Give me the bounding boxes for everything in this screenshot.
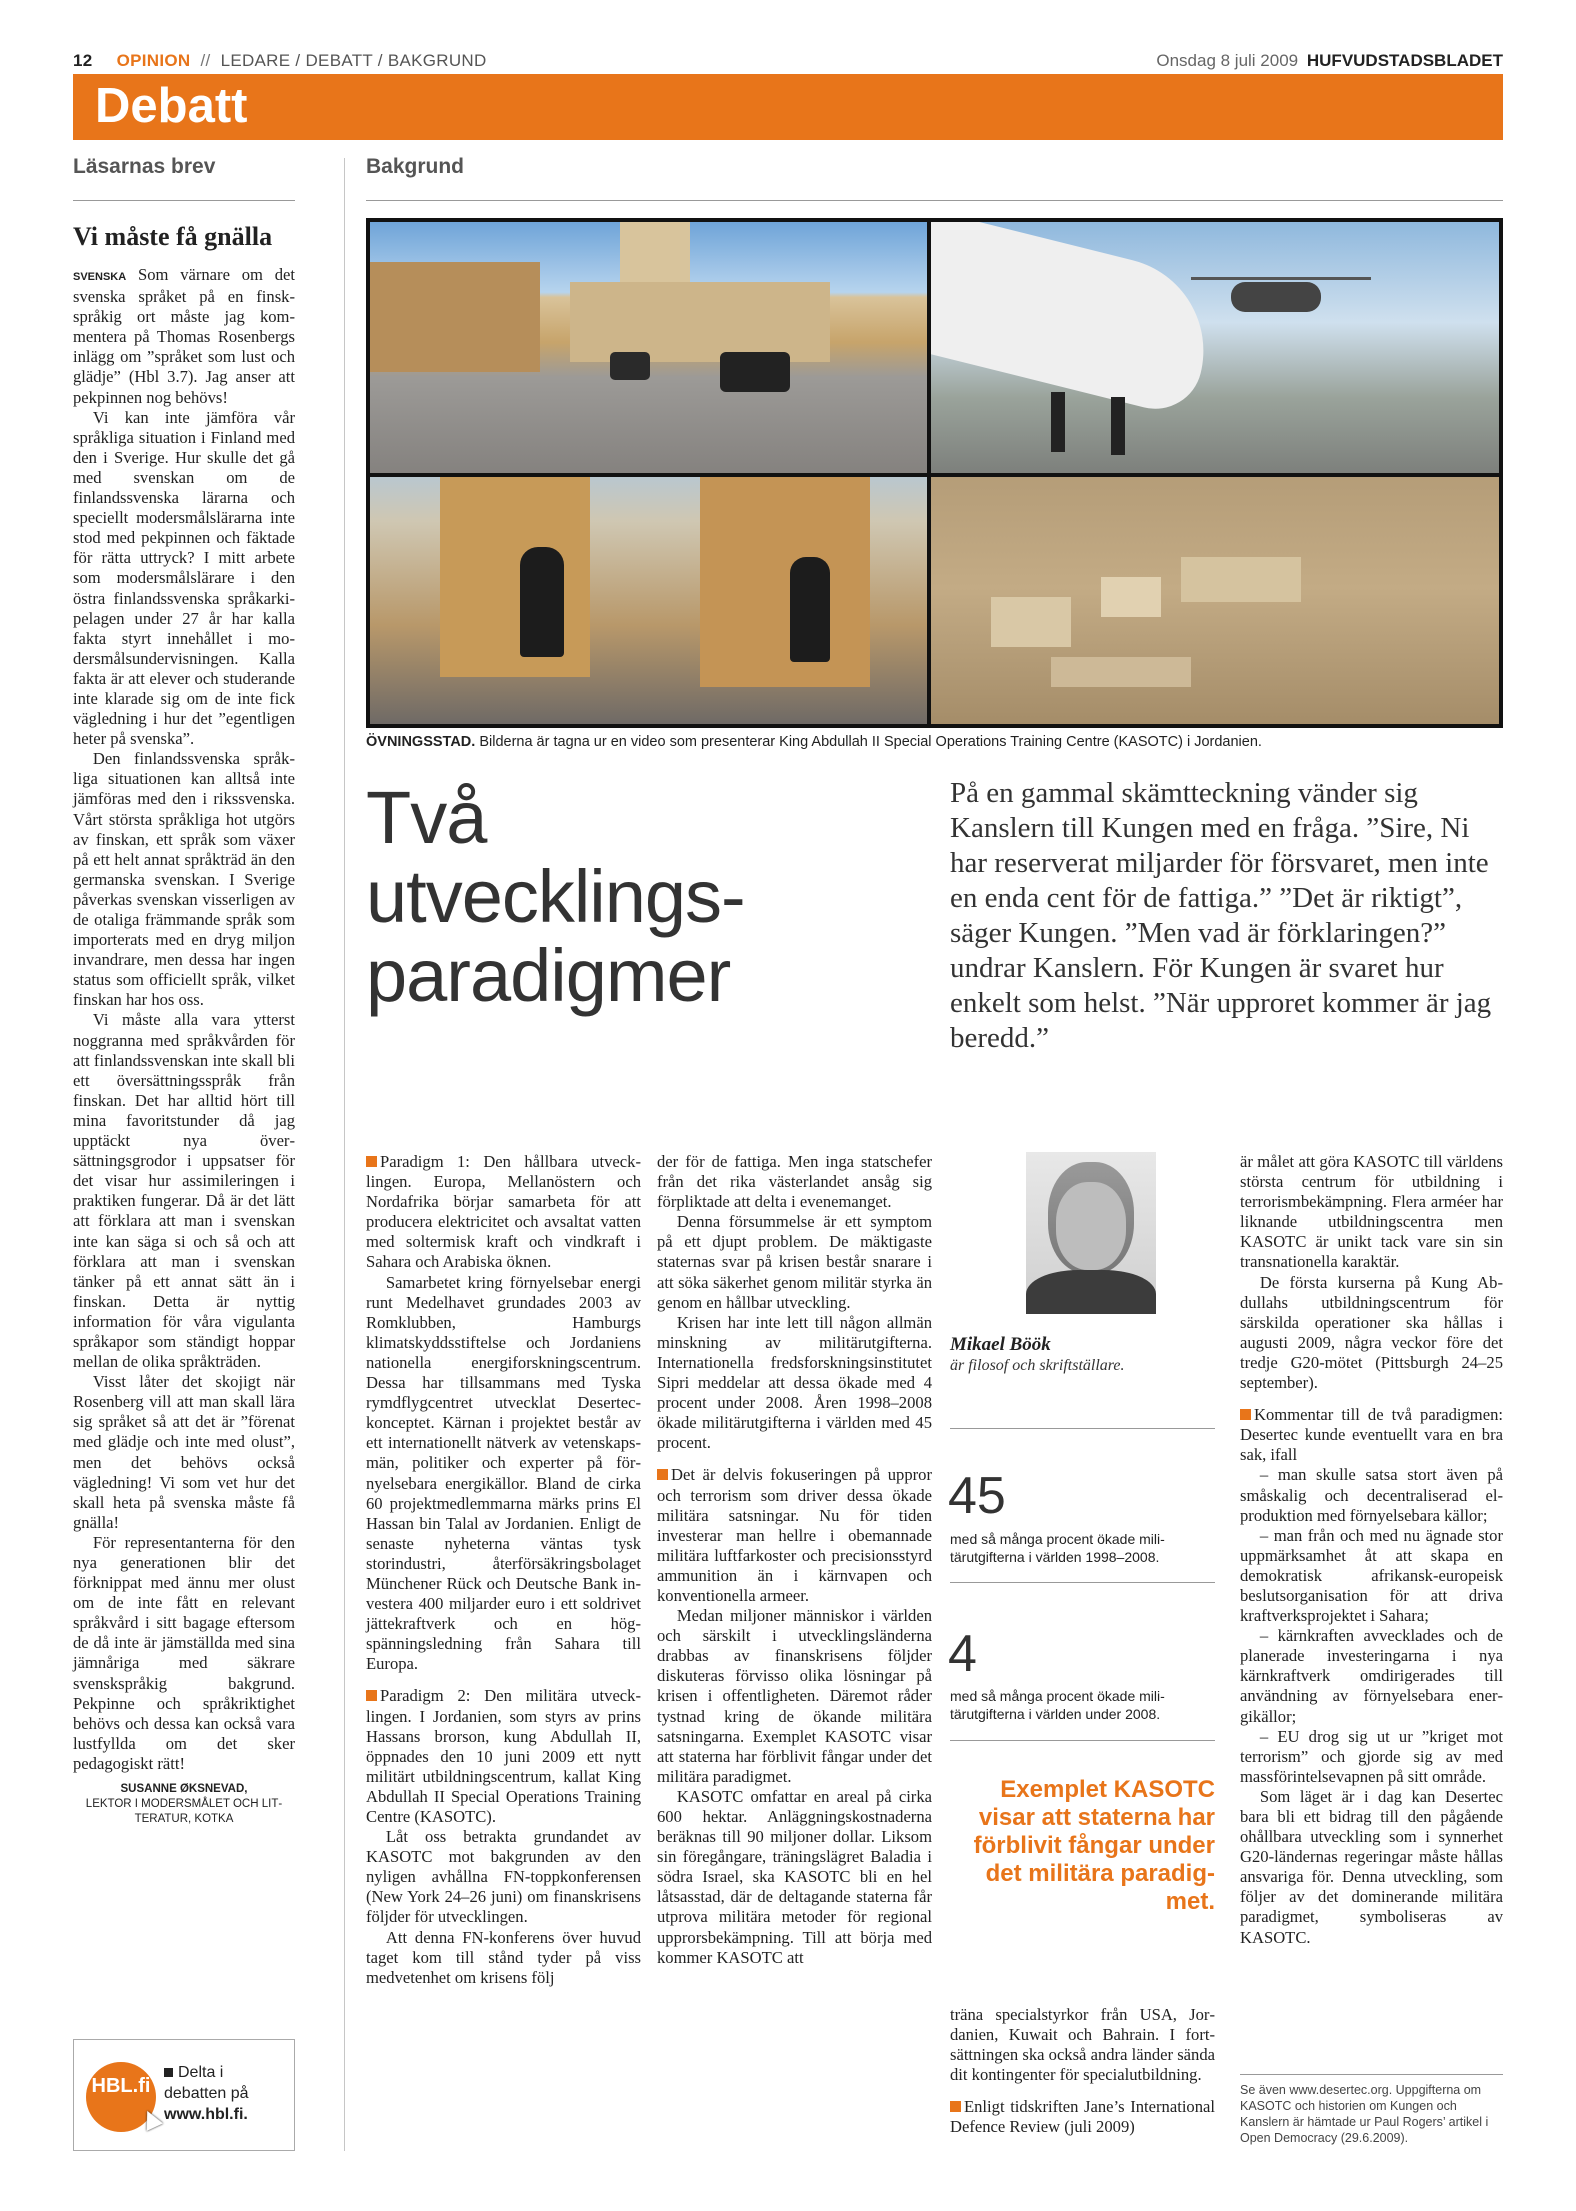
photo-training-town [370,222,927,473]
article-paragraph: Det är delvis fokuseringen på uppror och terrorism som driver dessa ökade militära satsningar. Nu för tiden investerar man hellre i obemannade militära luftfarkoster och precisionsstyrd ammunition än i kärnvapen och konventionella armeer. [657,1465,932,1605]
breadcrumb[interactable]: LEDARE / DEBATT / BAKGRUND [220,51,487,70]
article-paragraph: – kärnkraften avvecklades och de planerade investeringarna i nya kärnkraftverk omdirigerades till användning av förnyelsebara energikällor; [1240,1626,1503,1726]
caption-lead: ÖVNINGSSTAD. [366,734,476,750]
article-paragraph: Krisen har inte lett till någon allmän minskning av militärutgifterna. Internationella fredsforskningsinstitutet Sipri meddelar att dessa ökade med 4 procent under 2008. Åren 1998–2008 ökade militärutgifterna i världen med 45 procent. [657,1312,932,1453]
headline-line: Två [366,776,487,859]
headline-line: paradigmer [366,934,731,1017]
article-paragraph: Att denna FN-konferens över huvud taget kom till stånd tyder på viss medvetenhet om krisens följ [366,1927,641,1987]
article-paragraph: Kommentar till de två paradigmen: Desertec kunde eventuellt vara en bra sak, ifall [1240,1405,1503,1465]
headline [366,778,745,1015]
article-paragraph: Medan miljoner människor i världen och särskilt i utvecklingsländerna drabbas av finanskrisens följder diskuteras förvisso olika lösningar på krisen i offentligheten. Däremot råder tystnad kring de ökande militära satsningarna. Exemplet KASOTC visar att staterna har förblivit fångar under det militära paradigmet. [657,1606,932,1786]
caption-text: Bilderna är tagna ur en video som presenterar King Abdullah II Special Operations Training Centre (KASOTC) i Jordanien. [479,734,1262,750]
paper-name: HUFVUDSTADSBLADET [1306,51,1503,70]
fact-divider [950,1428,1215,1429]
column-rule [344,158,345,2151]
letter-title: Vi måste få gnälla [73,222,273,251]
fact1-text: med så många procent ökade militärutgifterna i världen 1998–2008. [950,1531,1165,1565]
letter-paragraph: Vi kan inte jämföra vår språkliga situation i Finland med den i Sverige. Hur skulle det gå med svenskan om de finlandssvenska lärarna och speciellt modersmålslärarna inte stod med pekpinnen och fäktade för rätta uttryck? I mitt arbete som modersmålslärare i den östra finlandssvenska språkarkipelagen under 27 år har kalla fakta styrt innehållet i modersmålsundervisningen. Kalla fakta är att elever och studerande inte klarade sig om de inte fick vägledning i hur det ”egentligen heter på svenska”. [73,407,295,749]
fact2-number: 4 [948,1625,977,1683]
article-divider [366,200,1503,201]
article-paragraph: KASOTC omfattar en areal på cirka 600 hektar. Anläggningskostnaderna beräknas till 90 miljoner dollar. Liksom sin föregångare, träningslägret Baladia i södra Israel, ska KASOTC bli en hel låtsasstad, där de deltagande staterna får utprova militära metoder för regional upprorsbekämpning. Till att börja med kommer KASOTC att [657,1786,932,1967]
page-number: 12 [73,51,93,70]
banner-title: Debatt [95,79,248,133]
letter-paragraph: Den finlandssvenska språkliga situationen kan alltså inte jämföras med den i rikssvenska. Vårt största språkliga hot utgörs av finskan, ett språk som växer på ett helt annat språkträd än den germanska svenskan. I Sverige påverkas svenskan visserligen av de otaliga främmande språk som importerats med en dryg miljon invandrare, men dessa har ingen status som officiellt språk, vilket finskan har hos oss. [73,749,295,1010]
article-paragraph: De första kurserna på Kung Abdullahs utbildningscentrum för särskilda operationer ska hållas i augusti 2009, några veckor före det tredje G20-mötet (Pittsburgh 24–25 september). [1240,1272,1503,1393]
article-col-3 [950,2005,1215,2138]
article-col-1 [366,1152,641,1988]
article-paragraph: är målet att göra KASOTC till världens största centrum för utbildning i terrorismbekämpning. Flera arméer har liknande utbildningscentra men KASOTC är unikt tack vare sin sin transnationella karaktär. [1240,1152,1503,1272]
author-photo [1026,1152,1156,1314]
article-paragraph: Denna försummelse är ett symptom på ett djupt problem. De mäktigaste staternas svar på krisen består snarare i att söka säkerhet genom militär styrka än genom en hållbar utveckling. [657,1212,932,1312]
article-paragraph: Som läget är i dag kan Desertec bara bli ett bidrag till den pågående ohållbara utveckling som i synnerhet G20-ländernas regeringar måste hållas ansvariga för. Denna utveckling, som följer av det dominerande militära paradigmet, symboliseras av KASOTC. [1240,1786,1503,1947]
bullet-square-icon [1240,1409,1251,1420]
article-paragraph: Paradigm 1: Den hållbara utvecklingen. Europa, Mellanöstern och Nordafrika börjar samarbeta för att producera elektricitet och avsaltat vatten med soltermisk kraft och vindkraft i Sahara och Arabiska öknen. [366,1152,641,1272]
footnote-divider [1240,2074,1503,2075]
letter-body [73,265,295,1827]
letters-divider [73,200,295,201]
photo-caption [366,734,1503,750]
article-paragraph: Paradigm 2: Den militära utvecklingen. I Jordanien, som styrs av prins Hassans brorson, kung Abdullah II, öppnades den 10 juni 2009 ett nytt militärt utbildningscentrum, kallat King Abdullah II Special Operations Training Centre (KASOTC). [366,1686,641,1826]
fact2-text: med så många procent ökade militärutgifterna i världen under 2008. [950,1688,1165,1722]
source-note: Enligt tidskriften Jane’s International Defence Review (juli 2009) [950,2097,1215,2137]
article-paragraph: der för de fattiga. Men inga statschefer från det rika västerlandet ansåg sig förpliktade att delta i evenemanget. [657,1152,932,1212]
masthead-right [1156,51,1503,71]
signature-name: SUSANNE ØKSNEVAD, [120,1783,248,1796]
footnote: Se även www.desertec.org. Uppgifterna om KASOTC och historien om Kungen och Kanslern är hämtade ur Paul Rogers’ artikel i Open Democracy (29.6.2009). [1240,2083,1489,2145]
article-label: Bakgrund [366,155,465,178]
letter-paragraph: Som värnare om det svenska språket på en finskspråkig ort måste jag kommentera på Thomas Rosenbergs inlägg om ”språket som lust och glädje” (Hbl 3.7). Jag anser att pekpinnen nog behövs! [73,265,295,407]
hbl-logo-icon: HBL.fi [86,2062,156,2132]
section-name[interactable]: OPINION [116,51,191,70]
signature-role: LEKTOR I MODERSMÅLET OCH LITTERATUR, KOTKA [85,1798,283,1826]
bullet-square-icon [950,2101,961,2112]
fact1-number: 45 [948,1467,1006,1525]
letters-label: Läsarnas brev [73,155,216,178]
issue-date: Onsdag 8 juli 2009 [1156,51,1299,70]
headline-line: utvecklings- [366,855,745,938]
fact-divider [950,1740,1215,1741]
photo-collage [366,218,1503,728]
bullet-square-icon [366,1156,377,1167]
author-name: Mikael Böök [950,1334,1051,1355]
article-intro: På en gammal skämtteckning vänder sig Kanslern till Kungen med en fråga. ”Sire, Ni har reserverat miljarder för försvaret, men inte en enda cent för de fattiga.” ”Det är riktigt”, säger Kungen. ”Men vad är förklaringen?” undrar Kanslern. För Kungen är svaret hur enkelt som helst. ”När upproret kommer är jag beredd.” [950,777,1492,1054]
article-paragraph: – man från och med nu ägnade stor uppmärksamhet åt att skapa en demokratisk afrikansk-europeisk beslutsorganisation för att driva kraftverksprojektet i Sahara; [1240,1525,1503,1626]
page-header [73,51,487,71]
article-paragraph: – EU drog sig ut ur ”kriget mot terrorism” och gjorde sig av med massförintelsevapnen på sitt område. [1240,1726,1503,1786]
promo-line-1: Delta i [178,2064,224,2081]
photo-soldiers [370,477,927,724]
letter-kicker: SVENSKA [73,271,127,283]
photo-aircraft-helicopter [931,222,1499,473]
hbl-promo[interactable] [73,2039,295,2151]
article-paragraph: Låt oss betrakta grundandet av KASOTC mot bakgrunden av den nyligen avhållna FN-toppkonferensen (New York 24–26 juni) om finanskrisens följder för utvecklingen. [366,1827,641,1927]
article-col-4 [1240,1152,1503,1948]
promo-link[interactable]: www.hbl.fi. [164,2106,248,2123]
author-role: är filosof och skriftställare. [950,1357,1125,1374]
letter-paragraph: Visst låter det skojigt när Rosenberg vill att man skall lära sig språket så att det är ”förenat med glädje och inte med olust”, men det behövs också vägledning! Vi som vet hur det skall heta på svenska måste få gnälla! [73,1372,295,1532]
article-paragraph: Samarbetet kring förnyelsebar energi runt Medelhavet grundades 2003 av Romklubben, Hamburgs klimatskyddsstiftelse och Jordaniens nationella energiforskningscentrum. Dessa har tillsammans med Tyska rymdflygcentret utvecklat Desertec-konceptet. Kärnan i projektet består av ett internationellt nätverk av vetenskapsmän, politiker och experter på förnyelsebara energikällor. Bland de cirka 60 projektmedlemmarna märks prins El Hassan bin Talal av Jordanien. Enligt de senaste nyheterna väntas tysk storindustri, återförsäkringsbolaget Münchener Rück och Deutsche Bank investera 400 miljarder euro i ett soldrivet jättekraftverk och en högspänningsledning från Sahara till Europa. [366,1272,641,1674]
bullet-square-icon [657,1469,668,1480]
photo-model-city [931,477,1499,724]
article-paragraph: träna specialstyrkor från USA, Jordanien, Kuwait och Bahrain. I fortsättningen ska också andra länder sända dit kontingenter för specialutbildning. [950,2005,1215,2085]
article-paragraph: – man skulle satsa stort även på småskalig och decentraliserad elproduktion med förnyelsebara källor; [1240,1465,1503,1525]
letter-paragraph: För representanterna för den nya generationen blir det förknippat med ännu mer olust om de inte fått en relevant språkvård i sitt bagage eftersom de då inte är jämställda med sina jämnåriga med säkrare svenskspråkig bakgrund. Pekpinne och språkriktighet behövs och dessa kan också vara lustfyllda om det sker pedagogiskt rätt! [73,1532,295,1773]
article-col-2 [657,1152,932,1968]
bullet-square-icon [366,1690,377,1701]
header-separator: // [200,51,211,70]
pull-quote: Exemplet KASOTC visar att staterna har förblivit fångar under det militära paradigmet. [973,1776,1215,1915]
fact-divider [950,1582,1215,1583]
debatt-banner [73,74,1503,140]
bullet-icon [164,2068,173,2077]
letter-paragraph: Vi måste alla vara ytterst noggranna med språkvården för att finlandssvenskan inte skall bli ett översättningsspråk från finskan. Det har alltid hört till mina favoritstunder då jag upptäckt nya översättningsgrodor i uppsatser för det visar hur assimileringen i praktiken fungerar. Då är det lätt att förklara att man i svenskan inte kan säga si och så och att förklara att man i svenskan tänker på ett annat sätt än i finskan. Detta är nyttig information för våra vigulanta språkapor som ständigt hoppar mellan de olika språkträden. [73,1010,295,1372]
promo-line-2: debatten på [164,2085,249,2102]
